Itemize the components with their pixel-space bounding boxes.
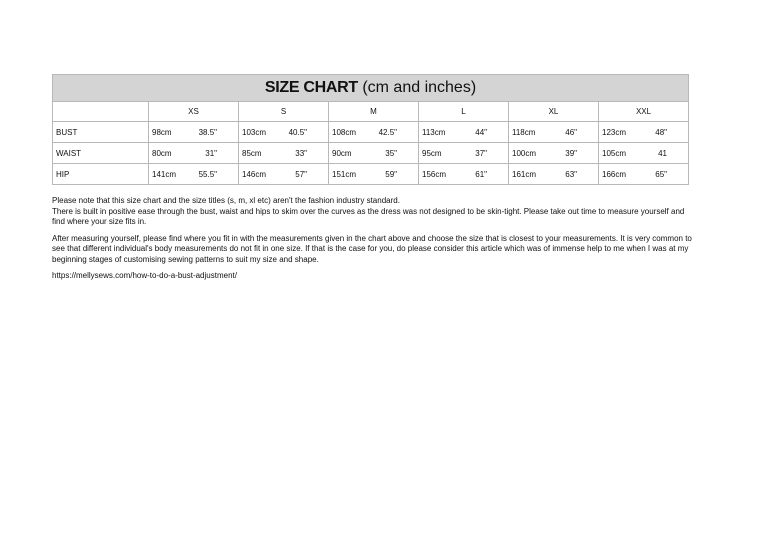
- measurement-cell: [149, 143, 239, 164]
- row-label: BUST: [53, 122, 149, 143]
- inch-value: 61": [475, 169, 487, 179]
- inch-value: 59": [385, 169, 397, 179]
- measurement-cell: [509, 122, 599, 143]
- measurement-row-hip: [53, 164, 689, 185]
- cm-value: 151cm: [332, 169, 357, 179]
- notes-section: [52, 196, 692, 282]
- measurement-cell: [419, 164, 509, 185]
- cm-value: 113cm: [422, 127, 446, 137]
- inch-value: 37": [475, 148, 487, 158]
- note-measuring-advice: After measuring yourself, please find where you fit in with the measurements given in the chart above and choose the size that is closest to your measurements. It is very common to see that different individual's body measurements do not fit in one size. If that is the case for you, do please consider this article which was of immense help to me when I was at my beginning stages of customising sewing patterns to suit my size and shape.: [52, 233, 692, 264]
- size-header: L: [419, 102, 509, 122]
- cm-value: 161cm: [512, 169, 537, 179]
- chart-title-bold: SIZE CHART: [264, 79, 358, 96]
- inch-value: 33": [295, 148, 307, 158]
- cm-value: 108cm: [332, 127, 357, 137]
- measurement-cell: [149, 164, 239, 185]
- cm-value: 105cm: [602, 148, 627, 158]
- measurement-cell: [239, 122, 329, 143]
- measurement-cell: [239, 143, 329, 164]
- size-header: M: [329, 102, 419, 122]
- inch-value: 35": [385, 148, 397, 158]
- inch-value: 38.5": [198, 127, 217, 137]
- measurement-cell: [599, 122, 689, 143]
- inch-value: 55.5": [198, 169, 217, 179]
- inch-value: 65": [655, 169, 667, 179]
- size-chart-table: [52, 74, 689, 185]
- measurement-cell: [329, 143, 419, 164]
- bust-adjustment-link[interactable]: https://mellysews.com/how-to-do-a-bust-adjustment/: [52, 271, 237, 280]
- measurement-cell: [419, 122, 509, 143]
- measurement-cell: [149, 122, 239, 143]
- title-row: [53, 75, 689, 102]
- note-positive-ease: There is built in positive ease through the bust, waist and hips to skim over the curves as the dress was not designed to be skin-tight. Please take out time to measure yourself and find where your size fits in.: [52, 206, 685, 226]
- cm-value: 95cm: [422, 148, 442, 158]
- inch-value: 39": [565, 148, 577, 158]
- inch-value: 44": [475, 127, 487, 137]
- measurement-cell: [239, 164, 329, 185]
- measurement-cell: [329, 164, 419, 185]
- measurement-cell: [599, 143, 689, 164]
- cm-value: 90cm: [332, 148, 352, 158]
- size-header: XS: [149, 102, 239, 122]
- inch-value: 41: [658, 148, 667, 158]
- cm-value: 85cm: [242, 148, 262, 158]
- inch-value: 31": [205, 148, 217, 158]
- inch-value: 40.5": [288, 127, 307, 137]
- measurement-cell: [509, 143, 599, 164]
- inch-value: 63": [565, 169, 577, 179]
- note-standard-disclaimer: Please note that this size chart and the size titles (s, m, xl etc) aren't the fashion industry standard.: [52, 196, 400, 205]
- measurement-row-waist: [53, 143, 689, 164]
- header-corner-cell: [53, 102, 149, 122]
- row-label: WAIST: [53, 143, 149, 164]
- cm-value: 141cm: [152, 169, 177, 179]
- measurement-row-bust: [53, 122, 689, 143]
- cm-value: 98cm: [152, 127, 172, 137]
- cm-value: 146cm: [242, 169, 267, 179]
- size-header: S: [239, 102, 329, 122]
- cm-value: 118cm: [512, 127, 536, 137]
- size-header: XL: [509, 102, 599, 122]
- cm-value: 156cm: [422, 169, 447, 179]
- measurement-cell: [509, 164, 599, 185]
- size-header: XXL: [599, 102, 689, 122]
- cm-value: 123cm: [602, 127, 627, 137]
- chart-title-units: (cm and inches): [357, 79, 477, 96]
- inch-value: 46": [565, 127, 577, 137]
- size-header-row: [53, 102, 689, 122]
- row-label: HIP: [53, 164, 149, 185]
- inch-value: 42.5": [378, 127, 397, 137]
- measurement-cell: [329, 122, 419, 143]
- measurement-cell: [419, 143, 509, 164]
- inch-value: 48": [655, 127, 667, 137]
- inch-value: 57": [295, 169, 307, 179]
- cm-value: 166cm: [602, 169, 627, 179]
- measurement-cell: [599, 164, 689, 185]
- cm-value: 100cm: [512, 148, 537, 158]
- cm-value: 80cm: [152, 148, 172, 158]
- cm-value: 103cm: [242, 127, 267, 137]
- chart-title: [53, 75, 689, 102]
